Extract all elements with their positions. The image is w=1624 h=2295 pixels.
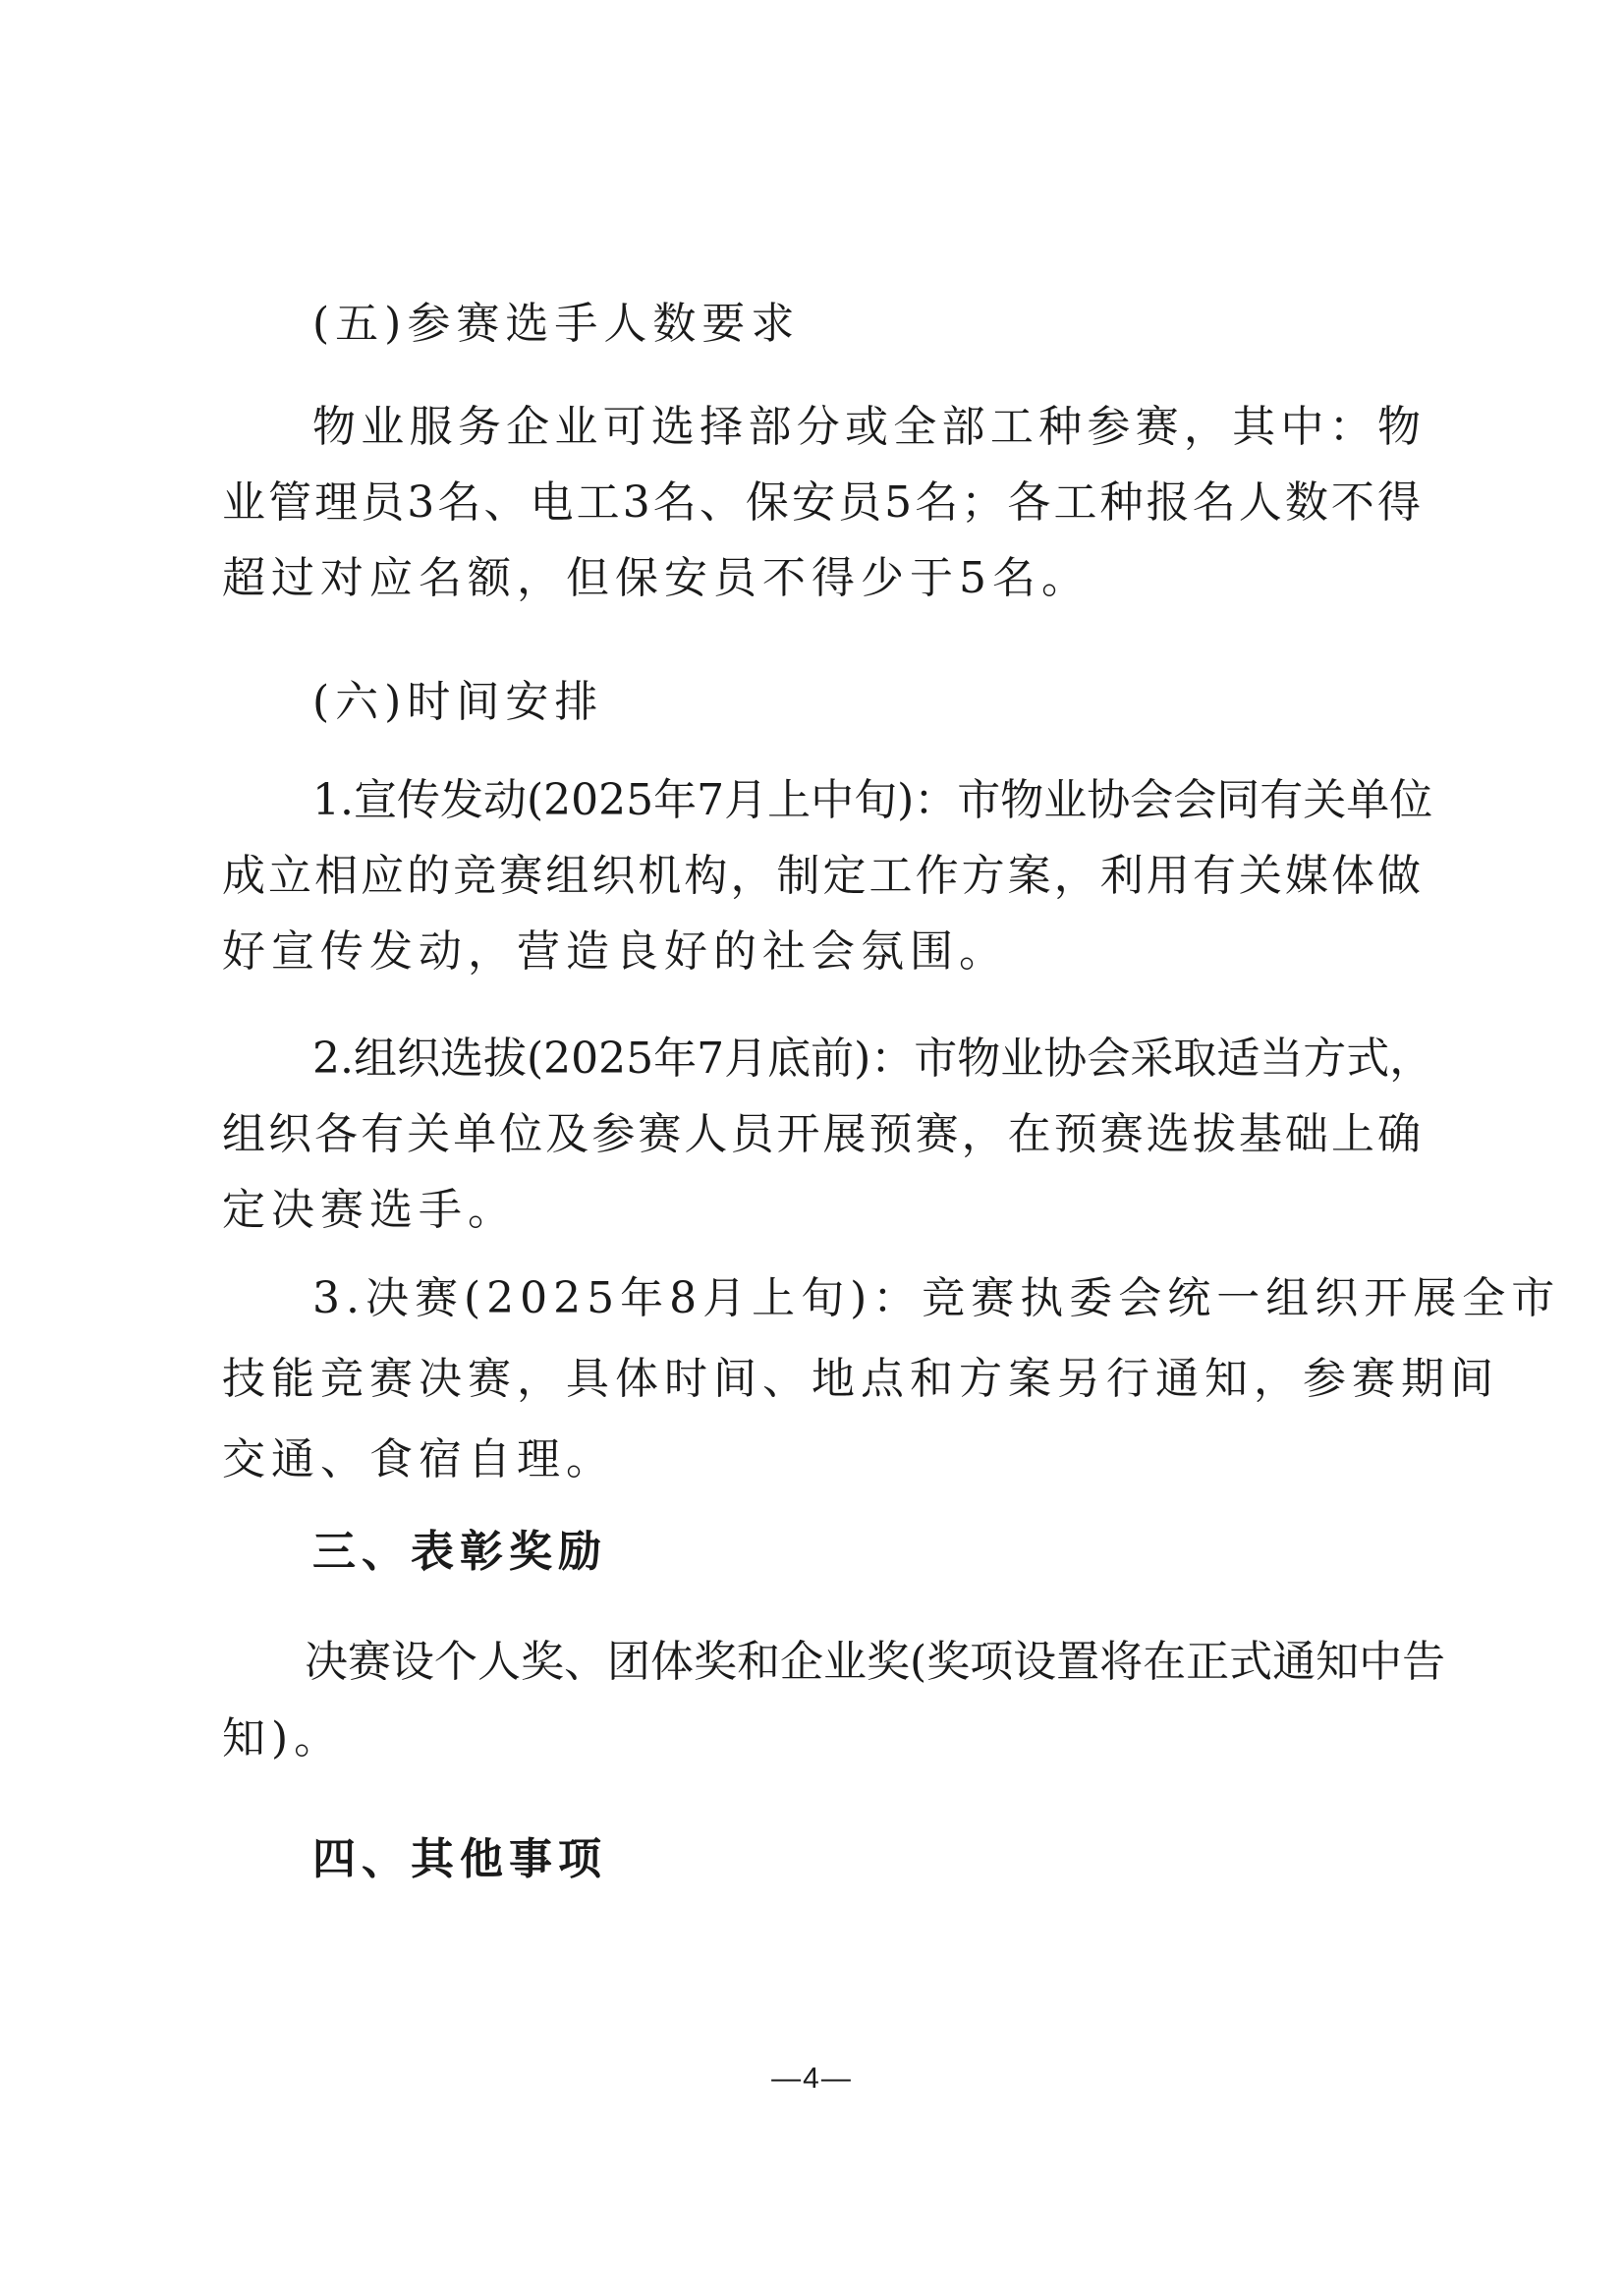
section-four-heading: 四、其他事项 xyxy=(312,1834,607,1884)
section-6-item-1-line-1: 1.宣传发动(2025年7月上中旬)：市物业协会会同有关单位 xyxy=(312,775,1433,825)
section-6-item-1-line-3: 好宣传发动，营造良好的社会氛围。 xyxy=(222,926,1008,977)
section-6-item-2-line-2: 组织各有关单位及参赛人员开展预赛，在预赛选拔基础上确 xyxy=(222,1109,1421,1159)
section-6-item-3-line-2: 技能竞赛决赛，具体时间、地点和方案另行通知，参赛期间 xyxy=(222,1354,1499,1404)
section-5-paragraph-line-2: 业管理员3名、电工3名、保安员5名；各工种报名人数不得 xyxy=(222,477,1421,528)
section-5-paragraph-line-1: 物业服务企业可选择部分或全部工种参赛，其中：物 xyxy=(312,402,1421,452)
section-6-heading: (六)时间安排 xyxy=(312,677,604,727)
section-three-paragraph-line-2: 知)。 xyxy=(222,1713,344,1763)
section-6-item-1-line-2: 成立相应的竞赛组织机构，制定工作方案，利用有关媒体做 xyxy=(222,851,1421,901)
section-6-item-2-line-3: 定决赛选手。 xyxy=(222,1185,517,1235)
section-three-heading: 三、表彰奖励 xyxy=(312,1527,607,1577)
section-three-paragraph-line-1: 决赛设个人奖、团体奖和企业奖(奖项设置将在正式通知中告 xyxy=(305,1637,1446,1687)
section-6-item-2-line-1: 2.组织选拔(2025年7月底前)：市物业协会采取适当方式， xyxy=(312,1034,1433,1084)
page-number: —4— xyxy=(771,2062,853,2095)
section-6-item-3-line-3: 交通、食宿自理。 xyxy=(222,1434,615,1484)
section-6-item-3-line-1: 3.决赛(2025年8月上旬)：竞赛执委会统一组织开展全市 xyxy=(312,1273,1561,1323)
section-5-heading: (五)参赛选手人数要求 xyxy=(312,299,801,349)
section-5-paragraph-line-3: 超过对应名额，但保安员不得少于5名。 xyxy=(222,553,1091,603)
